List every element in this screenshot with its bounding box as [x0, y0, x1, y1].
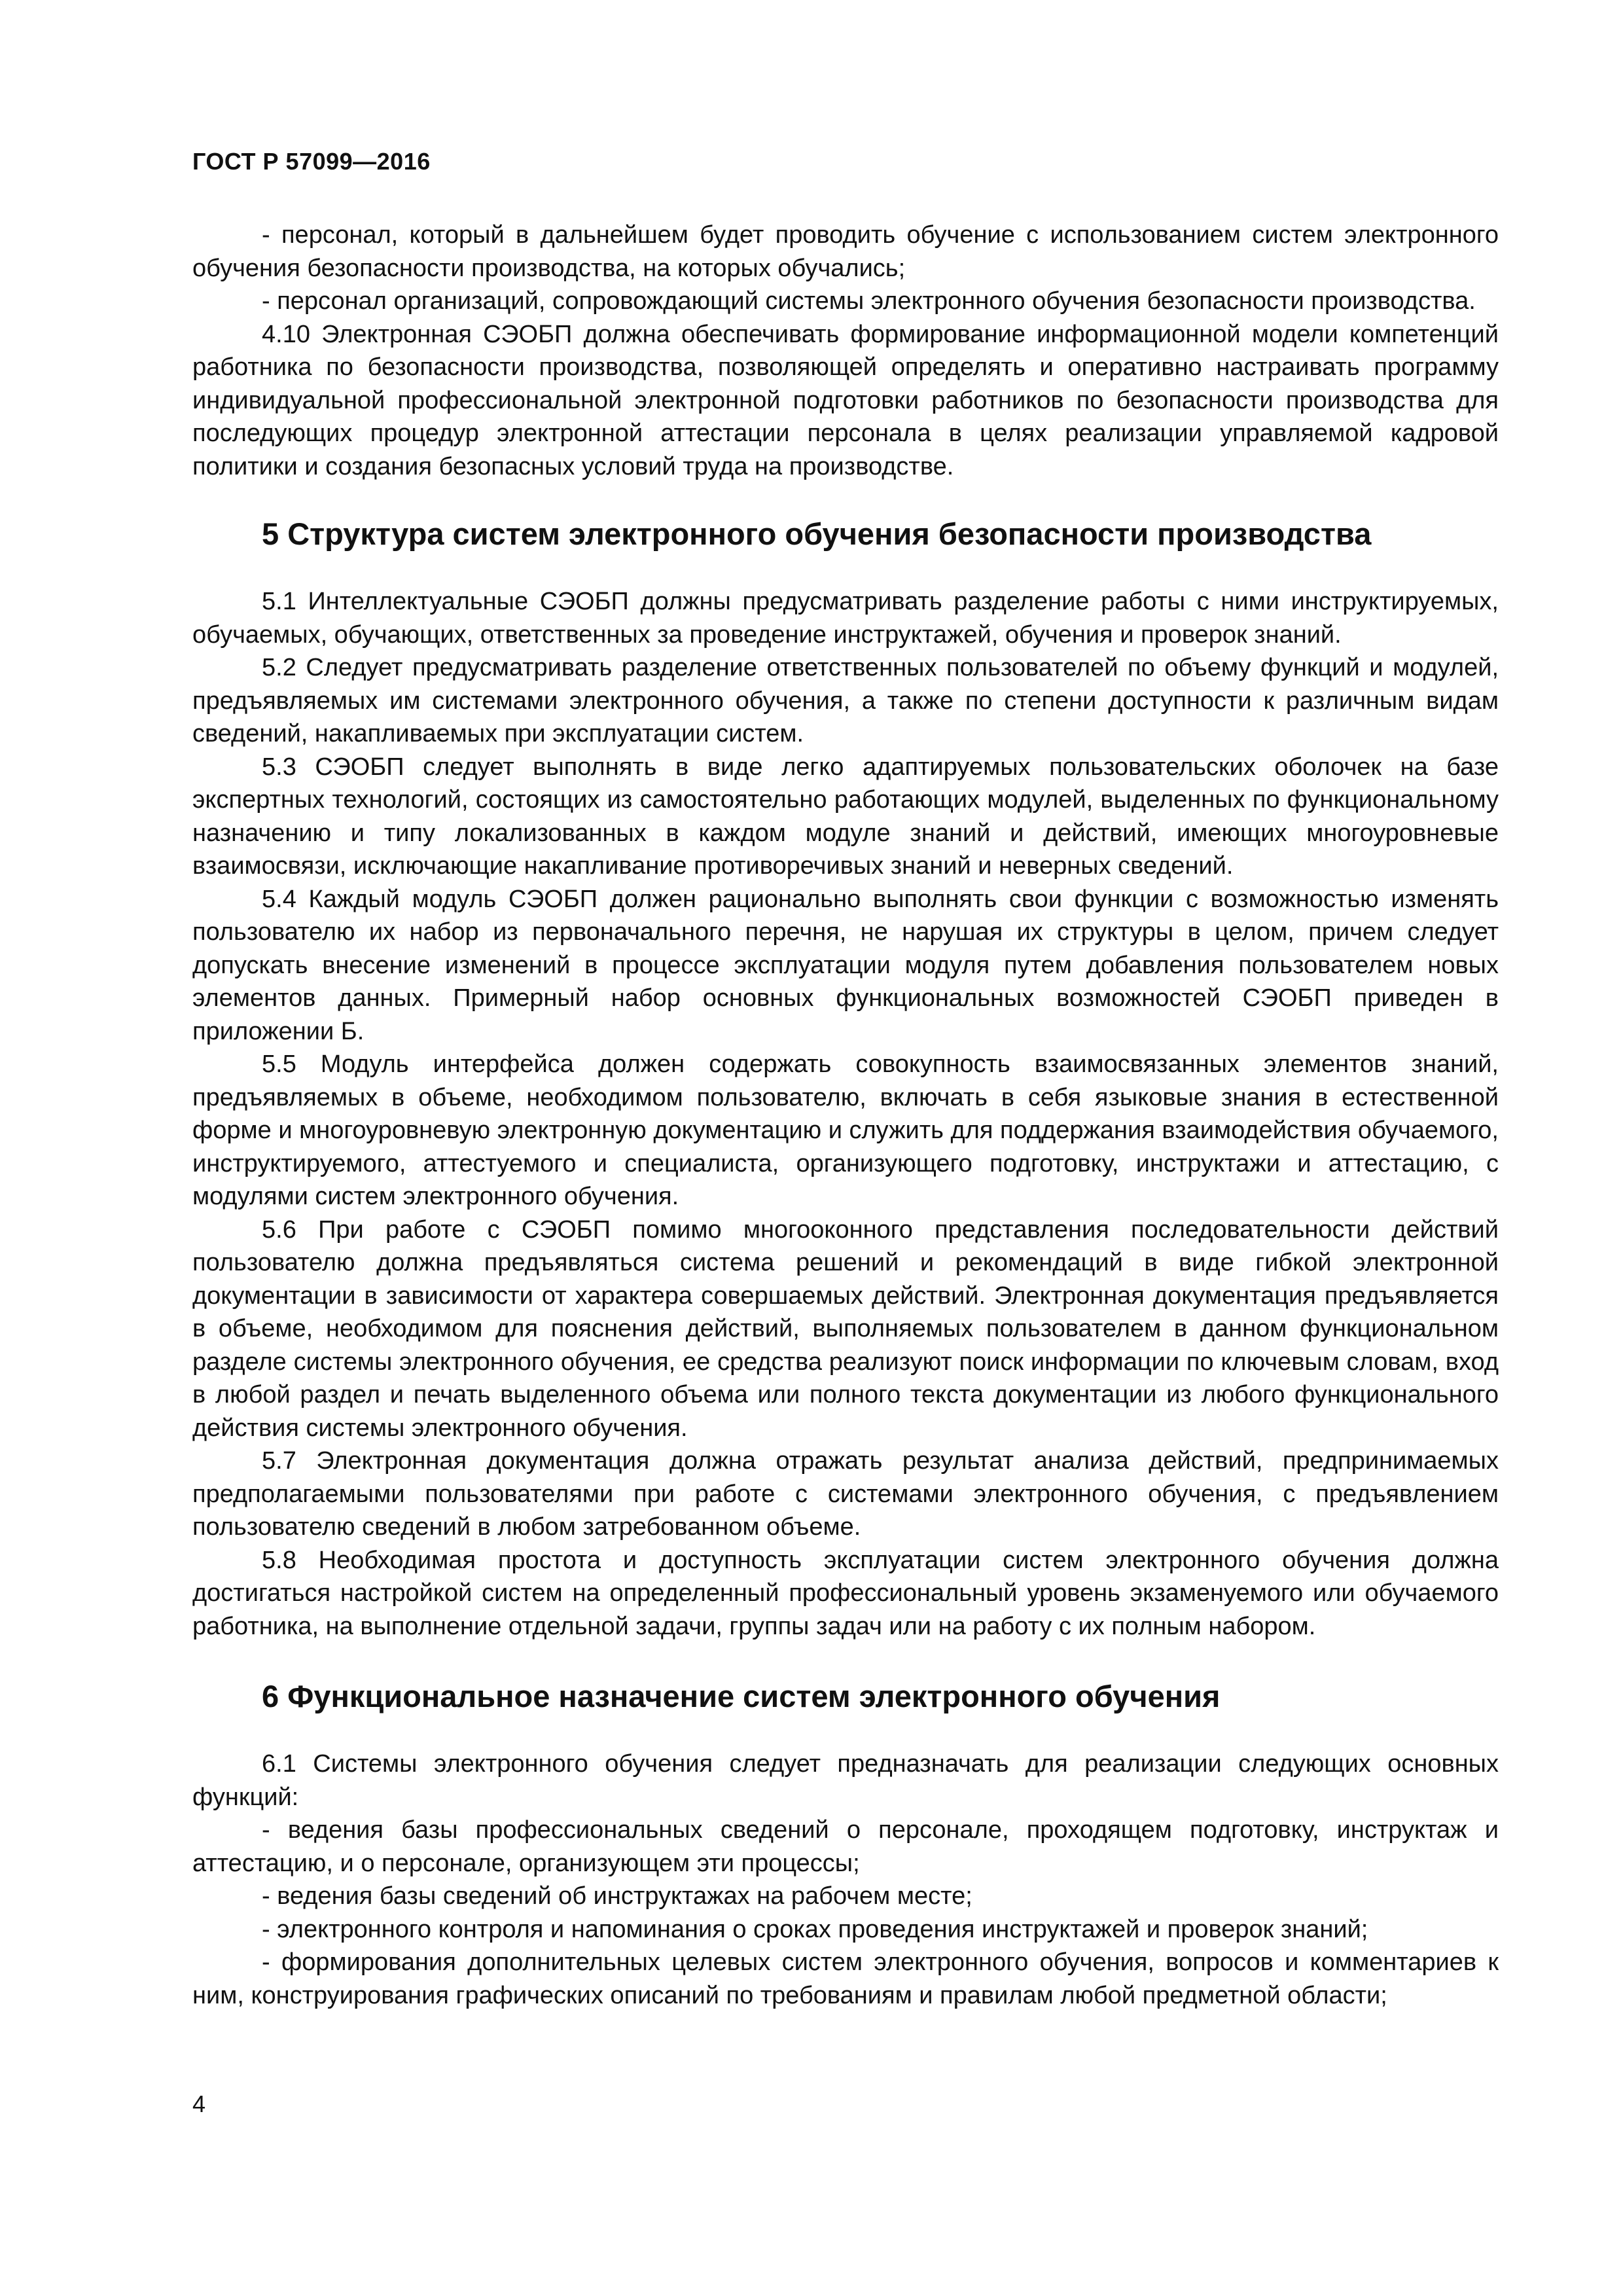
section-5-title: 5 Структура систем электронного обучения безопасности производства	[262, 516, 1372, 551]
paragraph-5-6: 5.6 При работе с СЭОБП помимо многооконного представления последовательности действий пользователю должна предъявляться система решений и рекомендаций в виде гибкой электронной документации в зависимости от характера совершаемых действий. Электронная документация предъявляется в объеме, необходимом для пояснения действий, выполняемых пользователем в данном функциональном разделе системы электронного обучения, ее средства реализуют поиск информации по ключевым словам, вход в любой раздел и печать выделенного объема или полного текста документации из любого функционального действия системы электронного обучения.	[192, 1215, 1499, 1442]
section-6-title: 6 Функциональное назначение систем электронного обучения	[262, 1679, 1221, 1713]
page-number: 4	[192, 2090, 206, 2117]
paragraph-5-8: 5.8 Необходимая простота и доступность эксплуатации систем электронного обучения должна достигаться настройкой систем на определенный профессиональный уровень экзаменуемого или обучаемого работника, на выполнение отдельной задачи, группы задач или на работу с их полным набором.	[192, 1546, 1499, 1640]
paragraph-5-7: 5.7 Электронная документация должна отражать результат анализа действий, предпринимаемых предполагаемыми пользователями при работе с системами электронного обучения, с предъявлением пользователю сведений в любом затребованном объеме.	[192, 1447, 1499, 1541]
paragraph: 4.10 Электронная СЭОБП должна обеспечивать формирование информационной модели компетенций работника по безопасности производства, позволяющей определять и оперативно настраивать программу индивидуальной профессиональной электронной подготовки работников по безопасности производства для последующих процедур электронной аттестации персонала в целях реализации управляемой кадровой политики и создания безопасных условий труда на производстве.	[192, 320, 1499, 480]
list-item: - ведения базы профессиональных сведений о персонале, проходящем подготовку, инструктаж и аттестацию, и о персонале, организующем эти процессы;	[192, 1816, 1499, 1877]
paragraph-5-1: 5.1 Интеллектуальные СЭОБП должны предусматривать разделение работы с ними инструктируемых, обучаемых, обучающих, ответственных за проведение инструктажей, обучения и проверок знаний.	[192, 588, 1499, 649]
paragraph-5-5: 5.5 Модуль интерфейса должен содержать совокупность взаимосвязанных элементов знаний, предъявляемых в объеме, необходимом пользователю, включать в себя языковые знания в естественной форме и многоуровневую электронную документацию и служить для поддержания взаимодействия обучаемого, инструктируемого, аттестуемого и специалиста, организующего подготовку, инструктажи и аттестацию, с модулями систем электронного обучения.	[192, 1050, 1499, 1210]
paragraph: - персонал, который в дальнейшем будет проводить обучение с использованием систем электронного обучения безопасности производства, на которых обучались;	[192, 221, 1499, 282]
document-id-header: ГОСТ Р 57099—2016	[192, 148, 431, 175]
paragraph: - персонал организаций, сопровождающий системы электронного обучения безопасности производства.	[262, 287, 1476, 315]
paragraph-6-1: 6.1 Системы электронного обучения следует предназначать для реализации следующих основных функций:	[192, 1750, 1499, 1811]
paragraph-5-4: 5.4 Каждый модуль СЭОБП должен рационально выполнять свои функции с возможностью изменять пользователю их набор из первоначального перечня, не нарушая их структуры в целом, причем следует допускать внесение изменений в процессе эксплуатации модуля путем добавления пользователем новых элементов данных. Примерный набор основных функциональных возможностей СЭОБП приведен в приложении Б.	[192, 885, 1499, 1045]
page-content	[192, 219, 1499, 2012]
list-item: - ведения базы сведений об инструктажах на рабочем месте;	[262, 1882, 972, 1910]
paragraph-5-2: 5.2 Следует предусматривать разделение ответственных пользователей по объему функций и модулей, предъявляемых им системами электронного обучения, а также по степени доступности к различным видам сведений, накапливаемых при эксплуатации систем.	[192, 654, 1499, 747]
list-item: - электронного контроля и напоминания о сроках проведения инструктажей и проверок знаний;	[262, 1915, 1368, 1943]
list-item: - формирования дополнительных целевых систем электронного обучения, вопросов и комментариев к ним, конструирования графических описаний по требованиям и правилам любой предметной области;	[192, 1948, 1499, 2009]
paragraph-5-3: 5.3 СЭОБП следует выполнять в виде легко адаптируемых пользовательских оболочек на базе экспертных технологий, состоящих из самостоятельно работающих модулей, выделенных по функциональному назначению и типу локализованных в каждом модуле знаний и действий, имеющих многоуровневые взаимосвязи, исключающие накапливание противоречивых знаний и неверных сведений.	[192, 753, 1499, 880]
